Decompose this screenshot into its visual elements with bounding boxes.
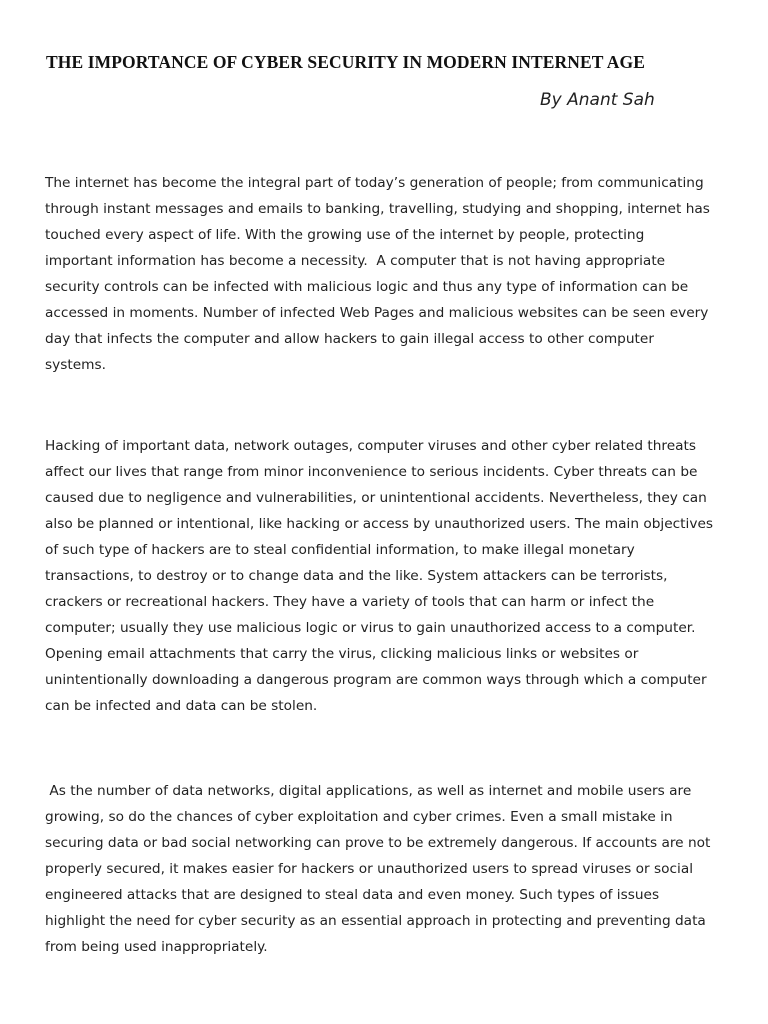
paragraph-2: Hacking of important data, network outages, computer viruses and other cyber related threats affect our lives that range from minor inconvenience to serious incidents. Cyber threats can be caused due to negligence and vulnerabilities, or unintentional accidents. Nevertheless, they can also be planned or intentional, like hacking or access by unauthorized users. The main objectives of such type of hackers are to steal confidential information, to make illegal monetary transactions, to destroy or to change data and the like. System attackers can be terrorists, crackers or recreational hackers. They have a variety of tools that can harm or infect the computer; usually they use malicious logic or virus to gain unauthorized access to a computer. Opening email attachments that carry the virus, clicking malicious links or websites or unintentionally downloading a dangerous program are common ways through which a computer can be infected and data can be stolen. <box>45 438 713 714</box>
author-byline: By Anant Sah <box>540 90 655 110</box>
paragraph-3: As the number of data networks, digital applications, as well as internet and mobile users are growing, so do the chances of cyber exploitation and cyber crimes. Even a small mistake in securing data or bad social networking can prove to be extremely dangerous. If accounts are not properly secured, it makes easier for hackers or unauthorized users to spread viruses or social engineered attacks that are designed to steal data and even money. Such types of issues highlight the need for cyber security as an essential approach in protecting and preventing data from being used inappropriately. <box>45 783 711 955</box>
paragraph-1: The internet has become the integral part of today’s generation of people; from communicating through instant messages and emails to banking, travelling, studying and shopping, internet has touched every aspect of life. With the growing use of the internet by people, protecting important information has become a necessity. A computer that is not having appropriate security controls can be infected with malicious logic and thus any type of information can be accessed in moments. Number of infected Web Pages and malicious websites can be seen every day that infects the computer and allow hackers to gain illegal access to other computer systems. <box>45 175 710 373</box>
document-title: THE IMPORTANCE OF CYBER SECURITY IN MODERN INTERNET AGE <box>46 52 645 72</box>
